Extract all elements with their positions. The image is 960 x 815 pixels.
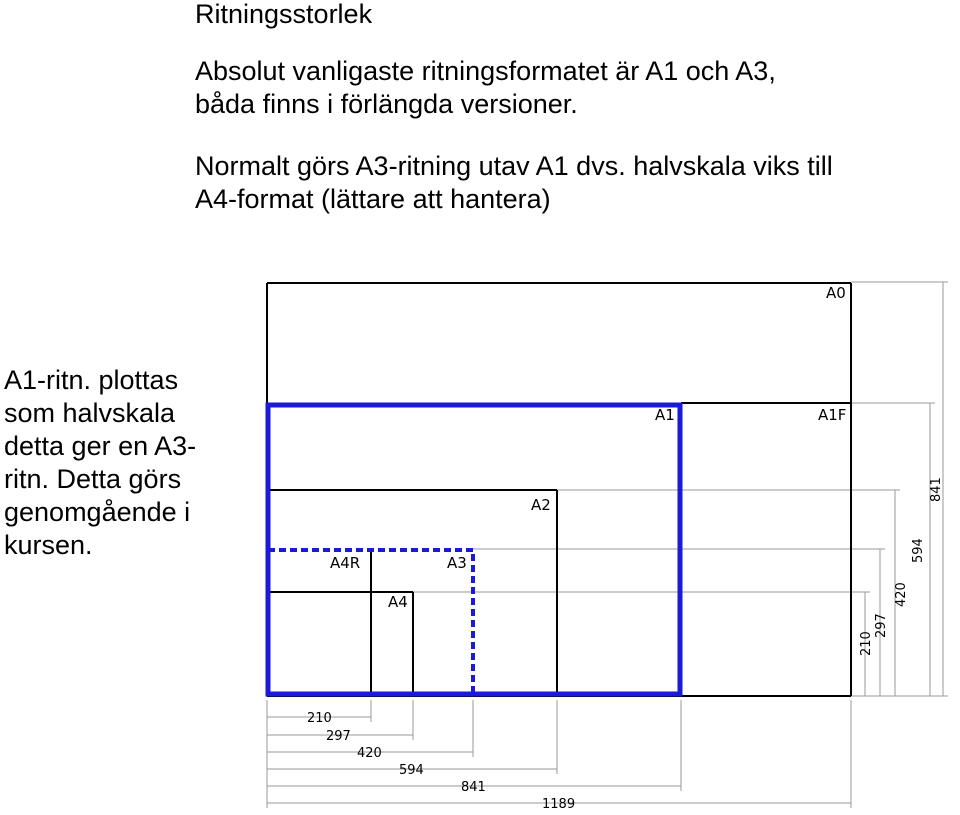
dim-label-right: 594 [911,538,926,563]
dim-label-bottom: 1189 [542,797,576,812]
page-title: Ritningsstorlek [195,0,373,29]
intro-line-1: Absolut vanligaste ritningsformatet är A1 och A3, [195,56,776,86]
dim-label-bottom: 210 [307,711,332,726]
side-note-line: som halvskala [4,398,176,428]
label-a4r: A4R [330,554,361,572]
label-a4: A4 [388,593,408,611]
halfscale-line-1: Normalt görs A3-ritning utav A1 dvs. halvskala viks till [195,151,833,181]
dim-label-bottom: 594 [399,763,424,778]
dimension-lines [267,282,948,808]
label-a3: A3 [447,554,467,572]
label-a2: A2 [531,496,551,514]
intro-line-2: båda finns i förlängda versioner. [195,89,578,119]
dim-label-bottom: 297 [326,729,351,744]
side-note-line: A1-ritn. plottas [4,365,179,395]
label-a0: A0 [826,284,846,302]
side-note-line: genomgående i [4,497,191,527]
dim-label-bottom: 420 [357,746,382,761]
dim-label-right: 420 [894,582,909,607]
side-note-line: ritn. Detta görs [4,464,182,494]
dim-label-right: 210 [859,631,874,656]
side-note-line: kursen. [4,530,93,560]
dim-label-right: 841 [929,477,944,502]
label-a1f: A1F [818,406,847,424]
dim-label-bottom: 841 [461,780,486,795]
halfscale-line-2: A4-format (lättare att hantera) [195,184,551,214]
dim-label-right: 297 [874,613,889,638]
side-note-line: detta ger en A3- [4,431,197,461]
label-a1: A1 [655,406,675,424]
